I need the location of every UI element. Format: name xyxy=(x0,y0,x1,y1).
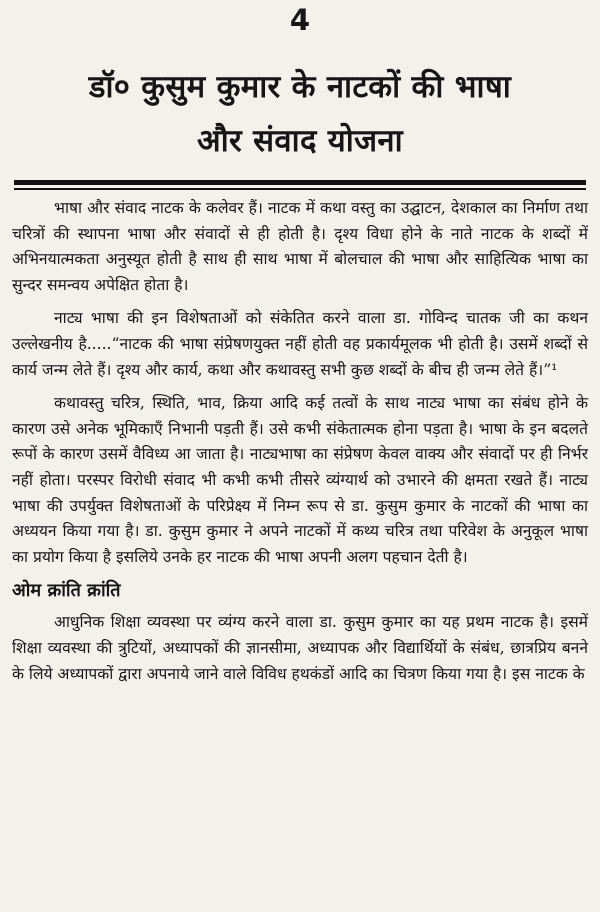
chapter-body xyxy=(12,196,588,695)
chapter-title-line-1: डॉ० कुसुम कुमार के नाटकों की भाषा xyxy=(88,69,512,105)
chapter-number: 4 xyxy=(289,3,311,37)
chapter-title-line-2: और संवाद योजना xyxy=(197,123,403,159)
body-paragraph-2: नाट्य भाषा की इन विशेषताओं को संकेतित करने वाला डा. गोविन्द चातक जी का कथन उल्लेखनीय है.....“नाटक की भाषा संप्रेषणयुक्त नहीं होती वह प्रकार्यमूलक भी होती है। उसमें शब्दों से कार्य जन्म लेते हैं। दृश्य और कार्य, कथा और कथावस्तु सभी कुछ शब्दों के बीच ही जन्म लेते हैं।”¹ xyxy=(12,309,588,379)
body-paragraph-3: कथावस्तु चरित्र, स्थिति, भाव, क्रिया आदि कई तत्वों के साथ नाट्य भाषा का संबंध होने के कारण उसे अनेक भूमिकाएँ निभानी पड़ती हैं। उसे कभी संकेतात्मक होना पड़ता है। भाषा के इन बदलते रूपों के कारण उसमें वैविध्य आ जाता है। नाट्यभाषा का संप्रेषण केवल वाक्य और संवादों पर ही निर्भर नहीं होता। परस्पर विरोधी संवाद भी कभी कभी तीसरे व्यंग्यार्थ को उभारने की क्षमता रखते हैं। नाट्य भाषा की उपर्युक्त विशेषताओं के परिप्रेक्ष्य में निम्न रूप से डा. कुसुम कुमार के नाटकों की भाषा का अध्ययन किया गया है। डा. कुसुम कुमार ने अपने नाटकों में कथ्य चरित्र तथा परिवेश के अनुकूल भाषा का प्रयोग किया है इसलिये उनके हर नाटक की भाषा अपनी अलग पहचान देती है। xyxy=(12,394,588,566)
section-heading: ओम क्रांति क्रांति xyxy=(12,580,121,602)
body-paragraph-1: भाषा और संवाद नाटक के कलेवर हैं। नाटक में कथा वस्तु का उद्घाटन, देशकाल का निर्माण तथा चरित्रों की स्थापना भाषा और संवादों से ही होती है। दृश्य विधा होने के नाते नाटक के शब्दों में अभिनयात्मकता अनुस्यूत होती है साथ ही साथ भाषा में बोलचाल की भाषा और साहित्यिक भाषा का सुन्दर समन्वय अपेक्षित होता है। xyxy=(12,199,588,294)
title-divider-thick xyxy=(14,180,586,185)
section-paragraph: आधुनिक शिक्षा व्यवस्था पर व्यंग्य करने वाला डा. कुसुम कुमार का यह प्रथम नाटक है। इसमें शिक्षा व्यवस्था की त्रुटियों, अध्यापकों की ज्ञानसीमा, अध्यापक और विद्यार्थियों के संबंध, छात्रप्रिय बनने के लिये अध्यापकों द्वारा अपनाये जाने वाले विविध हथकंडों आदि का चित्रण किया गया है। इस नाटक के xyxy=(12,613,588,683)
title-divider-thin xyxy=(14,188,586,190)
chapter-title xyxy=(0,60,600,168)
